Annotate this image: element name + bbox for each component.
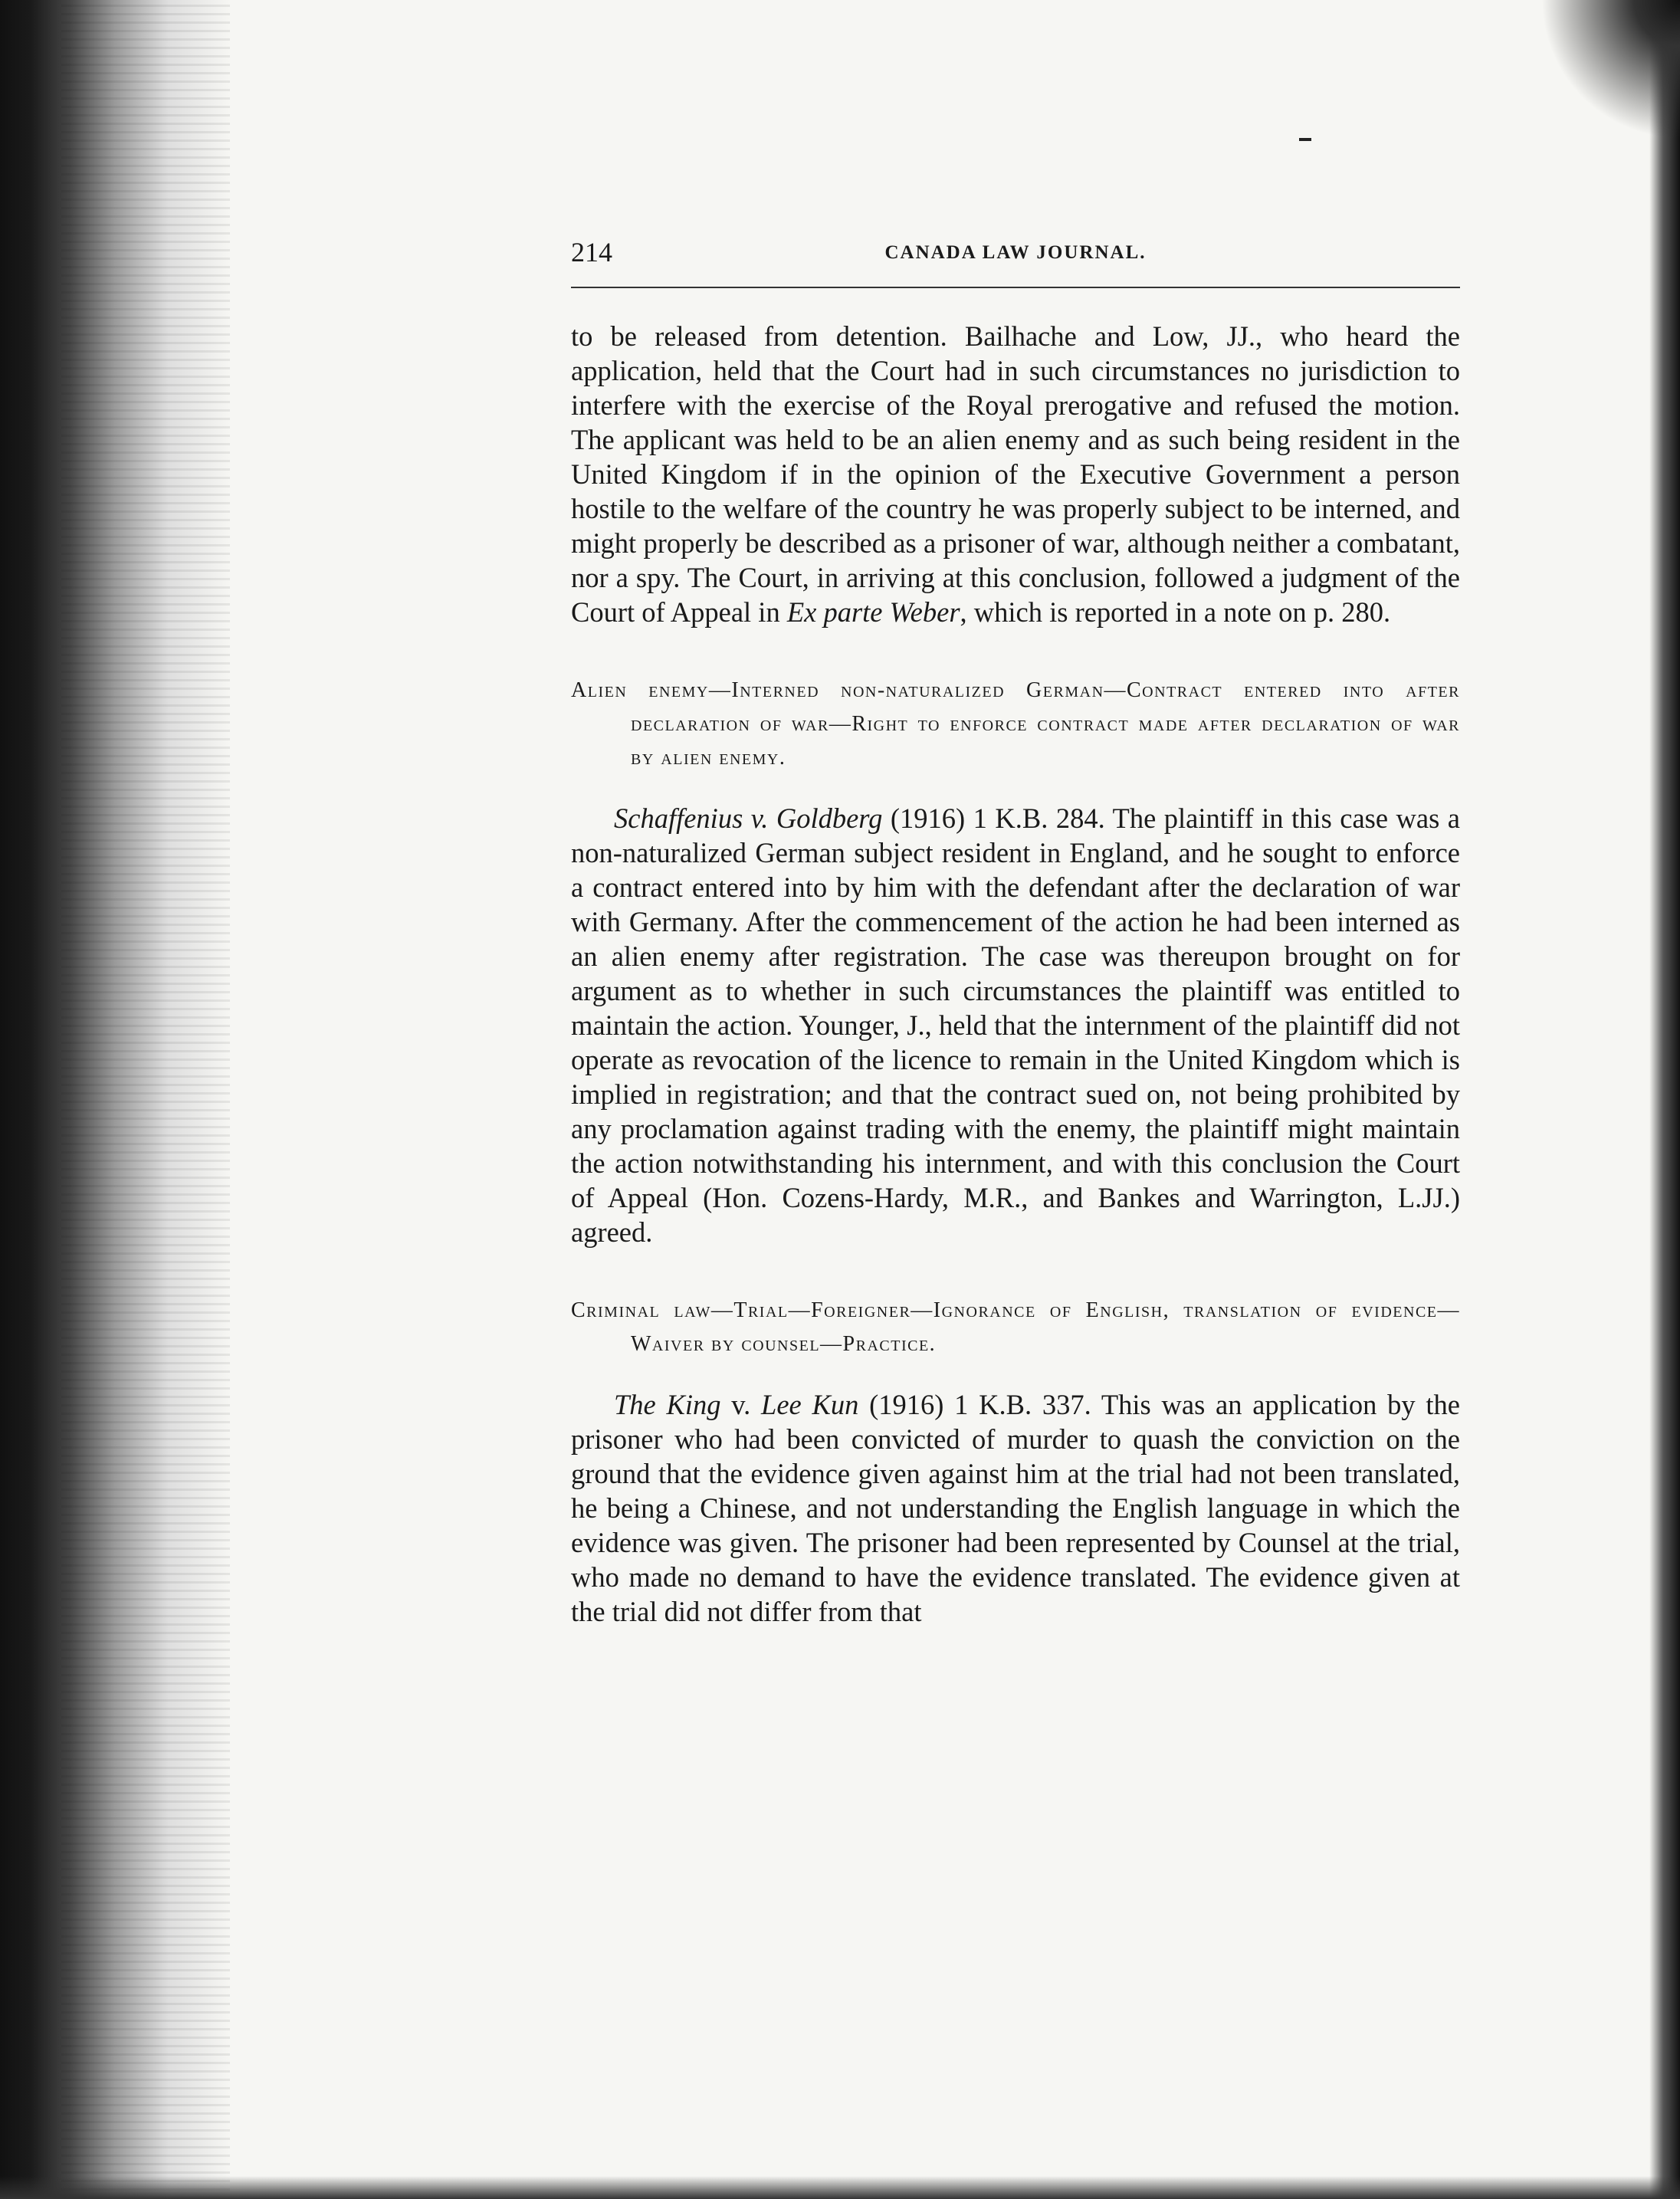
running-head bbox=[571, 230, 1460, 284]
header-rule bbox=[571, 287, 1460, 288]
page-right-edge bbox=[1649, 0, 1680, 2199]
case-citation: (1916) 1 K.B. 337. bbox=[858, 1389, 1101, 1420]
section-heading-text: Alien enemy—Interned non-naturalized German—Contract entered into after declaration of war—Right to enforce contract made after declaration of war by alien enemy. bbox=[571, 678, 1460, 770]
case-name-second: Lee Kun bbox=[761, 1389, 859, 1420]
paragraph-text-end: , which is reported in a note on p. 280. bbox=[960, 596, 1391, 628]
text-column bbox=[571, 230, 1460, 1629]
case-summary: The plaintiff in this case was a non-naturalized German subject resident in England, and he sought to enforce a contract entered into by him with the defendant after the declaration of war with Germany. After the commencement of the action he had been interned as an alien enemy after registration. The case was thereupon brought on for argument as to whether in such circumstances the plaintiff was entitled to maintain the action. Younger, J., held that the internment of the plaintiff did not operate as revocation of the licence to remain in the United Kingdom which is implied in registration; and that the contract sued on, not being prohibited by any proclamation against trading with the enemy, the plaintiff might maintain the action notwithstanding his internment, and with this conclusion the Court of Appeal (Hon. Cozens-Hardy, M.R., and Bankes and Warrington, L.JJ.) agreed. bbox=[571, 802, 1460, 1248]
case-reference: Ex parte Weber bbox=[786, 596, 960, 628]
stray-mark bbox=[1299, 138, 1311, 141]
case-versus: v. bbox=[720, 1389, 762, 1420]
case-name: The King bbox=[614, 1389, 721, 1420]
case-paragraph bbox=[571, 1387, 1460, 1629]
journal-title: CANADA LAW JOURNAL. bbox=[884, 242, 1147, 263]
case-name: Schaffenius v. Goldberg bbox=[614, 802, 883, 834]
page-corner-shadow bbox=[1527, 0, 1680, 153]
case-summary: This was an application by the prisoner who had been convicted of murder to quash the conviction on the ground that the evidence given against him at the trial had not been translated, he being a Chinese, and not understanding the English language in which the evidence was given. The prisoner had been represented by Counsel at the trial, who made no demand to have the evidence translated. The evidence given at the trial did not differ from that bbox=[571, 1389, 1460, 1627]
paragraph-continuation bbox=[571, 319, 1460, 629]
section-heading bbox=[571, 674, 1460, 775]
section-heading-text: Criminal law—Trial—Foreigner—Ignorance of English, translation of evidence—Waiver by counsel—Practice. bbox=[571, 1298, 1460, 1356]
section-heading bbox=[571, 1294, 1460, 1361]
page-bottom-edge bbox=[0, 2176, 1680, 2199]
case-paragraph bbox=[571, 801, 1460, 1249]
case-citation: (1916) 1 K.B. 284. bbox=[882, 802, 1113, 834]
binding-streaks bbox=[61, 0, 230, 2199]
paragraph-text: to be released from detention. Bailhache and Low, JJ., who heard the application, held that the Court had in such circumstances no jurisdiction to interfere with the exercise of the Royal prerogative and refused the motion. The applicant was held to be an alien enemy and as such being resident in the United Kingdom if in the opinion of the Executive Government a person hostile to the welfare of the country he was properly subject to be interned, and might properly be described as a prisoner of war, although neither a combatant, nor a spy. The Court, in arriving at this conclusion, followed a judgment of the Court of Appeal in bbox=[571, 320, 1460, 628]
page-number: 214 bbox=[571, 237, 612, 267]
